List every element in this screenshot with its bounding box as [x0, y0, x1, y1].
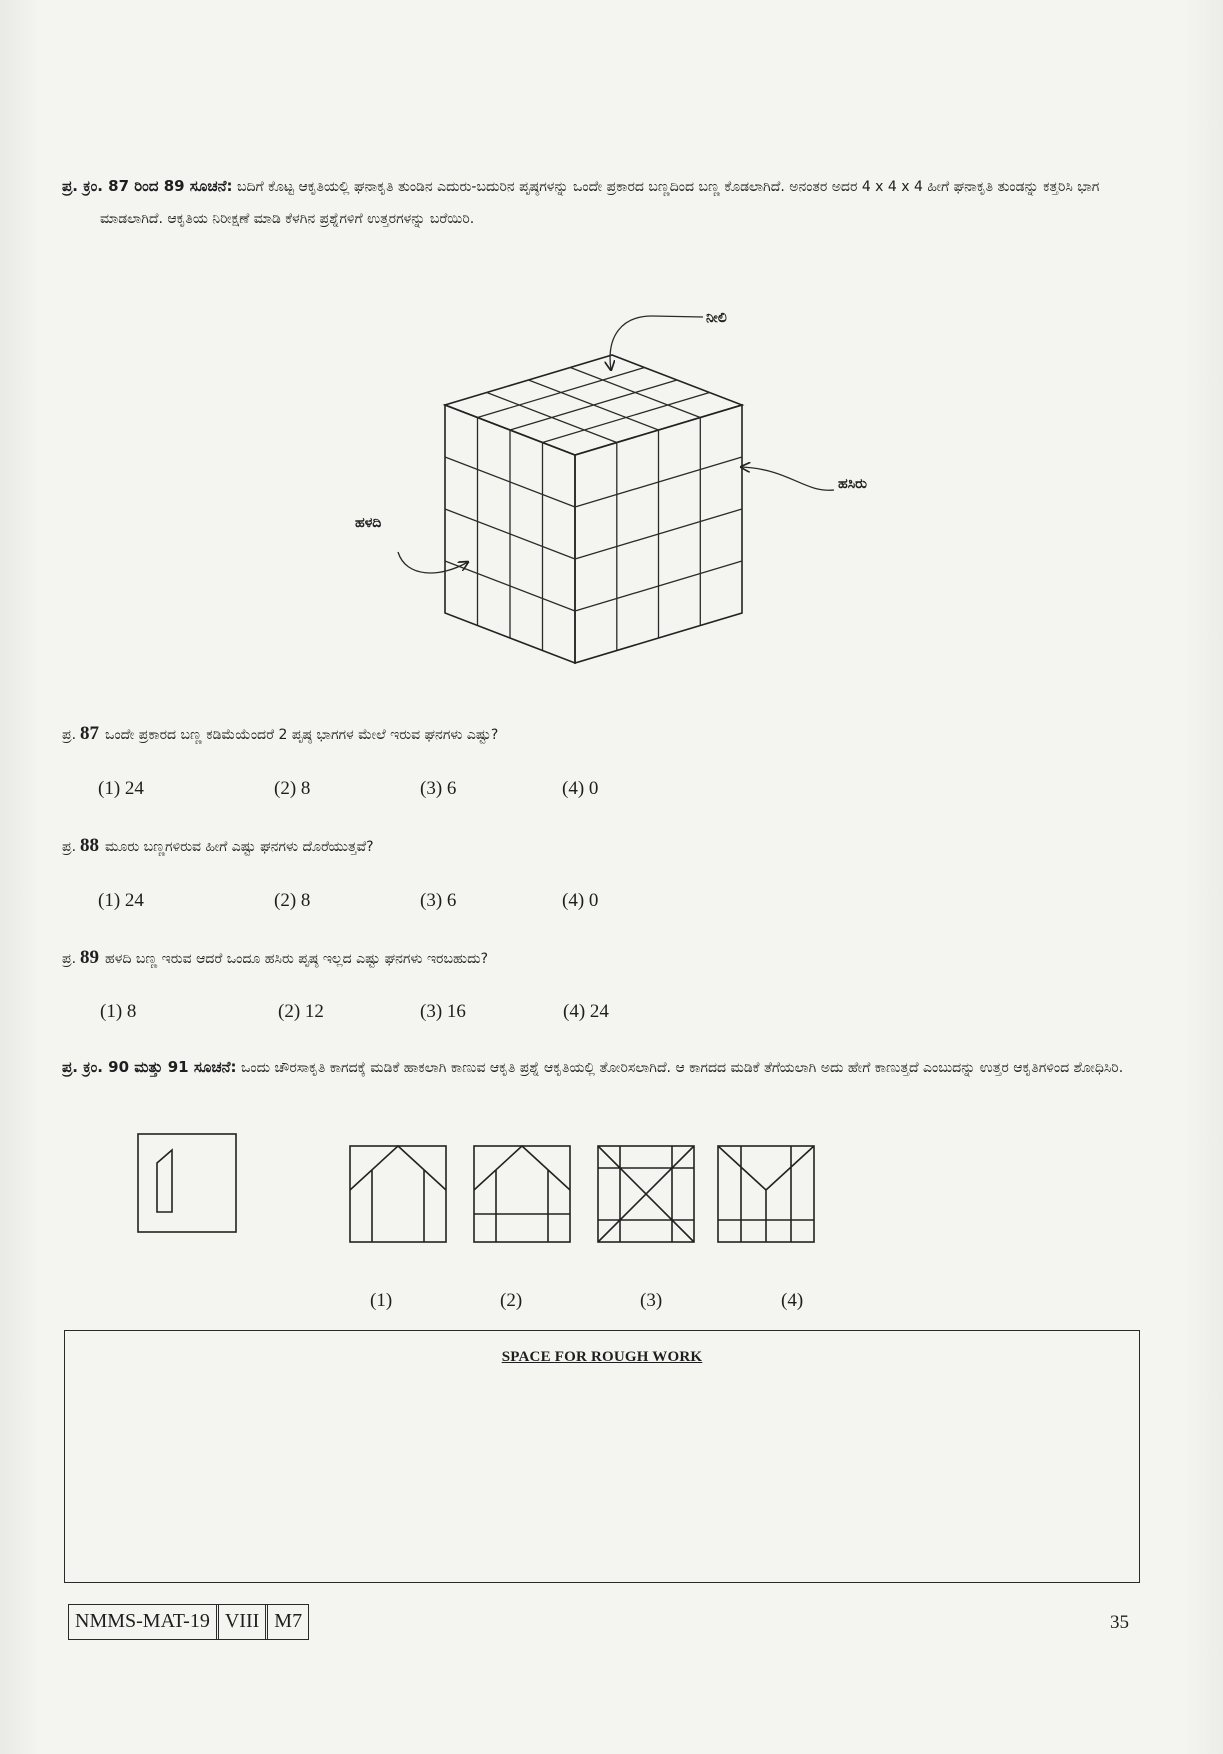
instructions-90-91-label: ಪ್ರ. ಕ್ರಂ. 90 ಮತ್ತು 91 ಸೂಚನೆ:: [62, 1058, 237, 1076]
option-3: (3) 16: [420, 1001, 466, 1022]
cube-right-face: [575, 405, 742, 663]
cube-right-grid: [575, 418, 742, 651]
right-face-pointer-arrow: [741, 467, 834, 490]
cube-top-face: [445, 355, 742, 455]
cube-left-face: [445, 405, 575, 663]
question-89-options: [0, 1001, 1223, 1031]
option-4: (4) 24: [563, 1001, 609, 1022]
option-1-square: [350, 1146, 446, 1242]
question-prefix: ಪ್ರ.: [62, 727, 77, 743]
series-code: M7: [265, 1605, 308, 1639]
option-1-crease-lines: [350, 1146, 446, 1242]
option-3: (3) 6: [420, 890, 457, 911]
left-face-color-label: ಹಳದಿ: [355, 515, 382, 531]
option-4: (4) 0: [562, 890, 599, 911]
question-number: 88: [80, 835, 100, 856]
folding-option-figure-3: [598, 1146, 694, 1242]
standard-code: VIII: [216, 1605, 265, 1639]
folding-option-figure-2: [474, 1146, 570, 1242]
top-face-color-label: ನೀಲಿ: [706, 310, 727, 326]
question-text: ಮೂರು ಬಣ್ಣಗಳಿರುವ ಹೀಗೆ ಎಷ್ಟು ಘನಗಳು ದೊರೆಯುತ್ತವೆ?: [105, 839, 374, 855]
folding-option-figure-4: [718, 1146, 814, 1242]
question-88-options: [0, 890, 1223, 920]
cube-top-grid: [478, 368, 710, 443]
page-number: 35: [1110, 1612, 1129, 1633]
rough-work-box: [64, 1330, 1140, 1583]
question-text: ಹಳದಿ ಬಣ್ಣ ಇರುವ ಆದರೆ ಒಂದೂ ಹಸಿರು ಪೃಷ್ಠ ಇಲ್ಲದ ಎಷ್ಟು ಘನಗಳು ಇರಬಹುದು?: [105, 951, 489, 967]
figure-option-label-4: (4): [781, 1290, 804, 1311]
instructions-87-89-text: ಬದಿಗೆ ಕೊಟ್ಟ ಆಕೃತಿಯಲ್ಲಿ ಘನಾಕೃತಿ ತುಂಡಿನ ಎದುರು-ಬದುರಿನ ಪೃಷ್ಠಗಳನ್ನು ಒಂದೇ ಪ್ರಕಾರದ ಬಣ್ಣದಿಂದ ಬಣ್ಣ ಕೊಡಲಾಗಿದೆ. ಅನಂತರ ಅದರ 4 x 4 x 4 ಹೀಗೆ ಘನಾಕೃತಿ ತುಂಡನ್ನು ಕತ್ತರಿಸಿ ಭಾಗ ಮಾಡಲಾಗಿದೆ. ಆಕೃತಿಯ ನಿರೀಕ್ಷಣೆ ಮಾಡಿ ಕೆಳಗಿನ ಪ್ರಶ್ನೆಗಳಿಗೆ ಉತ್ತರಗಳನ್ನು ಬರೆಯಿರಿ.: [100, 179, 1100, 227]
folded-strip: [157, 1150, 172, 1212]
instructions-90-91: [62, 1052, 1142, 1118]
question-88: [62, 832, 1152, 861]
question-89: [62, 944, 1152, 973]
question-text: ಒಂದೇ ಪ್ರಕಾರದ ಬಣ್ಣ ಕಡಿಮೆಯೆಂದರೆ 2 ಪೃಷ್ಠ ಭಾಗಗಳ ಮೇಲೆ ಇರುವ ಘನಗಳು ಎಷ್ಟು?: [105, 727, 499, 743]
top-face-pointer-arrow: [610, 316, 703, 370]
right-face-color-label: ಹಸಿರು: [838, 476, 867, 492]
option-1: (1) 8: [100, 1001, 137, 1022]
question-87-options: [0, 778, 1223, 808]
option-4-square: [718, 1146, 814, 1242]
cube-figure: [355, 310, 868, 663]
option-4: (4) 0: [562, 778, 599, 799]
cube-left-grid: [445, 418, 575, 651]
option-1: (1) 24: [98, 890, 144, 911]
question-number: 89: [80, 947, 100, 968]
option-3-square: [598, 1146, 694, 1242]
option-3-crease-lines: [598, 1146, 694, 1242]
question-87: [62, 720, 1152, 749]
figure-option-label-2: (2): [500, 1290, 523, 1311]
paper-code: NMMS-MAT-19: [75, 1610, 210, 1632]
folding-question-figure: [138, 1134, 236, 1232]
question-prefix: ಪ್ರ.: [62, 839, 77, 855]
option-2: (2) 12: [278, 1001, 324, 1022]
option-2: (2) 8: [274, 778, 311, 799]
figure-option-label-1: (1): [370, 1290, 393, 1311]
question-number: 87: [80, 723, 100, 744]
instructions-90-91-text: ಒಂದು ಚೌರಸಾಕೃತಿ ಕಾಗದಕ್ಕೆ ಮಡಿಕೆ ಹಾಕಲಾಗಿ ಕಾಣುವ ಆಕೃತಿ ಪ್ರಶ್ನೆ ಆಕೃತಿಯಲ್ಲಿ ತೋರಿಸಲಾಗಿದೆ. ಆ ಕಾಗದದ ಮಡಿಕೆ ತೆಗೆಯಲಾಗಿ ಅದು ಹೇಗೆ ಕಾಣುತ್ತದೆ ಎಂಬುದನ್ನು ಉತ್ತರ ಆಕೃತಿಗಳಿಂದ ಶೋಧಿಸಿರಿ.: [241, 1060, 1124, 1076]
question-prefix: ಪ್ರ.: [62, 951, 77, 967]
instructions-87-89-label: ಪ್ರ. ಕ್ರಂ. 87 ರಿಂದ 89 ಸೂಚನೆ:: [62, 177, 233, 195]
option-2: (2) 8: [274, 890, 311, 911]
option-2-crease-lines: [474, 1146, 570, 1242]
folding-option-figure-1: [350, 1146, 446, 1242]
rough-work-title: SPACE FOR ROUGH WORK: [501, 1349, 703, 1365]
option-4-crease-lines: [718, 1146, 814, 1242]
instructions-87-89: [62, 170, 1142, 270]
left-face-pointer-arrow: [398, 552, 468, 573]
option-3: (3) 6: [420, 778, 457, 799]
question-square: [138, 1134, 236, 1232]
paper-code-box: [68, 1604, 309, 1640]
option-2-square: [474, 1146, 570, 1242]
figure-option-label-3: (3): [640, 1290, 663, 1311]
option-1: (1) 24: [98, 778, 144, 799]
